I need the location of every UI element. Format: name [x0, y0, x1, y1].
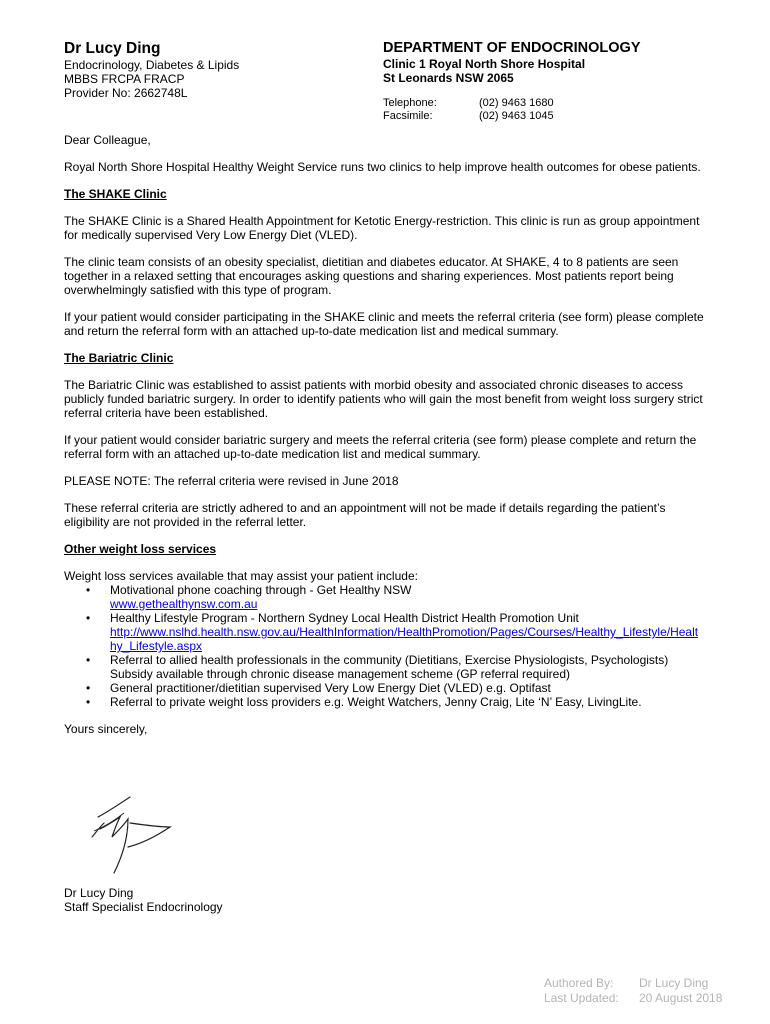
healthy-lifestyle-link[interactable]: http://www.nslhd.health.nsw.gov.au/HealthInformation/HealthPromotion/Pages/Courses/Healthy_Lifestyle/Healthy_Lifestyle.aspx — [110, 625, 699, 653]
services-list — [64, 583, 704, 709]
closing: Yours sincerely, — [64, 722, 148, 736]
list-item — [64, 583, 704, 611]
author-row — [544, 976, 722, 991]
telephone-label: Telephone: — [383, 97, 437, 109]
hospital-address — [383, 57, 585, 85]
qualifications: MBBS FRCPA FRACP — [64, 72, 185, 86]
doctor-name: Dr Lucy Ding — [64, 40, 161, 57]
get-healthy-link[interactable]: www.gethealthynsw.com.au — [110, 597, 258, 611]
signature — [84, 795, 184, 875]
other-services-heading: Other weight loss services — [64, 542, 217, 556]
shake-paragraph-1: The SHAKE Clinic is a Shared Health Appointment for Ketotic Energy-restriction. This clinic is run as group appointment for medically supervised Very Low Energy Diet (VLED). — [64, 214, 700, 242]
clinic-name: Clinic 1 Royal North Shore Hospital — [383, 57, 586, 71]
bariatric-paragraph-2: If your patient would consider bariatric surgery and meets the referral criteria (see form) please complete and return the referral form with an attached up-to-date medication list and medical summary. — [64, 433, 697, 461]
clinic-location: St Leonards NSW 2065 — [383, 71, 514, 85]
service-subtext: Subsidy available through chronic disease management scheme (GP referral required) — [110, 667, 571, 681]
author-value: Dr Lucy Ding — [639, 976, 709, 990]
service-text: Motivational phone coaching through - Get Healthy NSW — [110, 583, 412, 597]
service-text: Referral to allied health professionals in the community (Dietitians, Exercise Physiologists, Psychologists) — [110, 653, 669, 667]
bullet: • — [86, 681, 91, 695]
list-item — [64, 653, 704, 681]
doctor-credentials — [64, 58, 239, 100]
bariatric-paragraph-3: These referral criteria are strictly adhered to and an appointment will not be made if details regarding the patient’s eligibility are not provided in the referral letter. — [64, 501, 666, 529]
telephone-value: (02) 9463 1680 — [479, 97, 554, 109]
salutation: Dear Colleague, — [64, 133, 151, 147]
contact-details — [383, 97, 554, 123]
signature-block — [64, 886, 223, 914]
bariatric-paragraph-1: The Bariatric Clinic was established to assist patients with morbid obesity and associated chronic diseases to access publicly funded bariatric surgery. In order to identify patients who will gain the most benefit from weight loss surgery strict referral criteria have been established. — [64, 378, 703, 420]
signer-name: Dr Lucy Ding — [64, 886, 134, 900]
list-item — [64, 611, 704, 653]
shake-paragraph-3: If your patient would consider participating in the SHAKE clinic and meets the referral criteria (see form) please complete and return the referral form with an attached up-to-date medication list and medical summary. — [64, 310, 704, 338]
bariatric-note: PLEASE NOTE: The referral criteria were revised in June 2018 — [64, 474, 399, 488]
letter-body — [64, 133, 704, 749]
document-footer — [544, 976, 722, 1006]
telephone-row — [383, 97, 554, 110]
updated-value: 20 August 2018 — [639, 991, 723, 1005]
service-text: General practitioner/dietitian supervised Very Low Energy Diet (VLED) e.g. Optifast — [110, 681, 551, 695]
bullet: • — [86, 653, 91, 667]
bullet: • — [86, 583, 91, 597]
bariatric-heading: The Bariatric Clinic — [64, 351, 174, 365]
shake-heading: The SHAKE Clinic — [64, 187, 167, 201]
department-title: DEPARTMENT OF ENDOCRINOLOGY — [383, 40, 641, 56]
service-text: Referral to private weight loss providers e.g. Weight Watchers, Jenny Craig, Lite ‘N’ Easy, LivingLite. — [110, 695, 642, 709]
shake-paragraph-2: The clinic team consists of an obesity specialist, dietitian and diabetes educator. At SHAKE, 4 to 8 patients are seen together in a relaxed setting that encourages asking questions and sharing experiences. Most patients report being overwhelmingly satisfied with this type of program. — [64, 255, 679, 297]
bullet: • — [86, 611, 91, 625]
bullet: • — [86, 695, 91, 709]
other-services-intro: Weight loss services available that may assist your patient include: — [64, 569, 418, 583]
intro-paragraph: Royal North Shore Hospital Healthy Weight Service runs two clinics to help improve health outcomes for obese patients. — [64, 160, 701, 174]
list-item — [64, 695, 704, 709]
specialty: Endocrinology, Diabetes & Lipids — [64, 58, 240, 72]
signer-title: Staff Specialist Endocrinology — [64, 900, 223, 914]
fax-label: Facsimile: — [383, 110, 433, 122]
updated-row — [544, 991, 722, 1006]
fax-row — [383, 110, 554, 123]
fax-value: (02) 9463 1045 — [479, 110, 554, 122]
list-item — [64, 681, 704, 695]
service-text: Healthy Lifestyle Program - Northern Sydney Local Health District Health Promotion Unit — [110, 611, 579, 625]
provider-number: Provider No: 2662748L — [64, 86, 188, 100]
updated-label: Last Updated: — [544, 991, 619, 1005]
author-label: Authored By: — [544, 976, 614, 990]
